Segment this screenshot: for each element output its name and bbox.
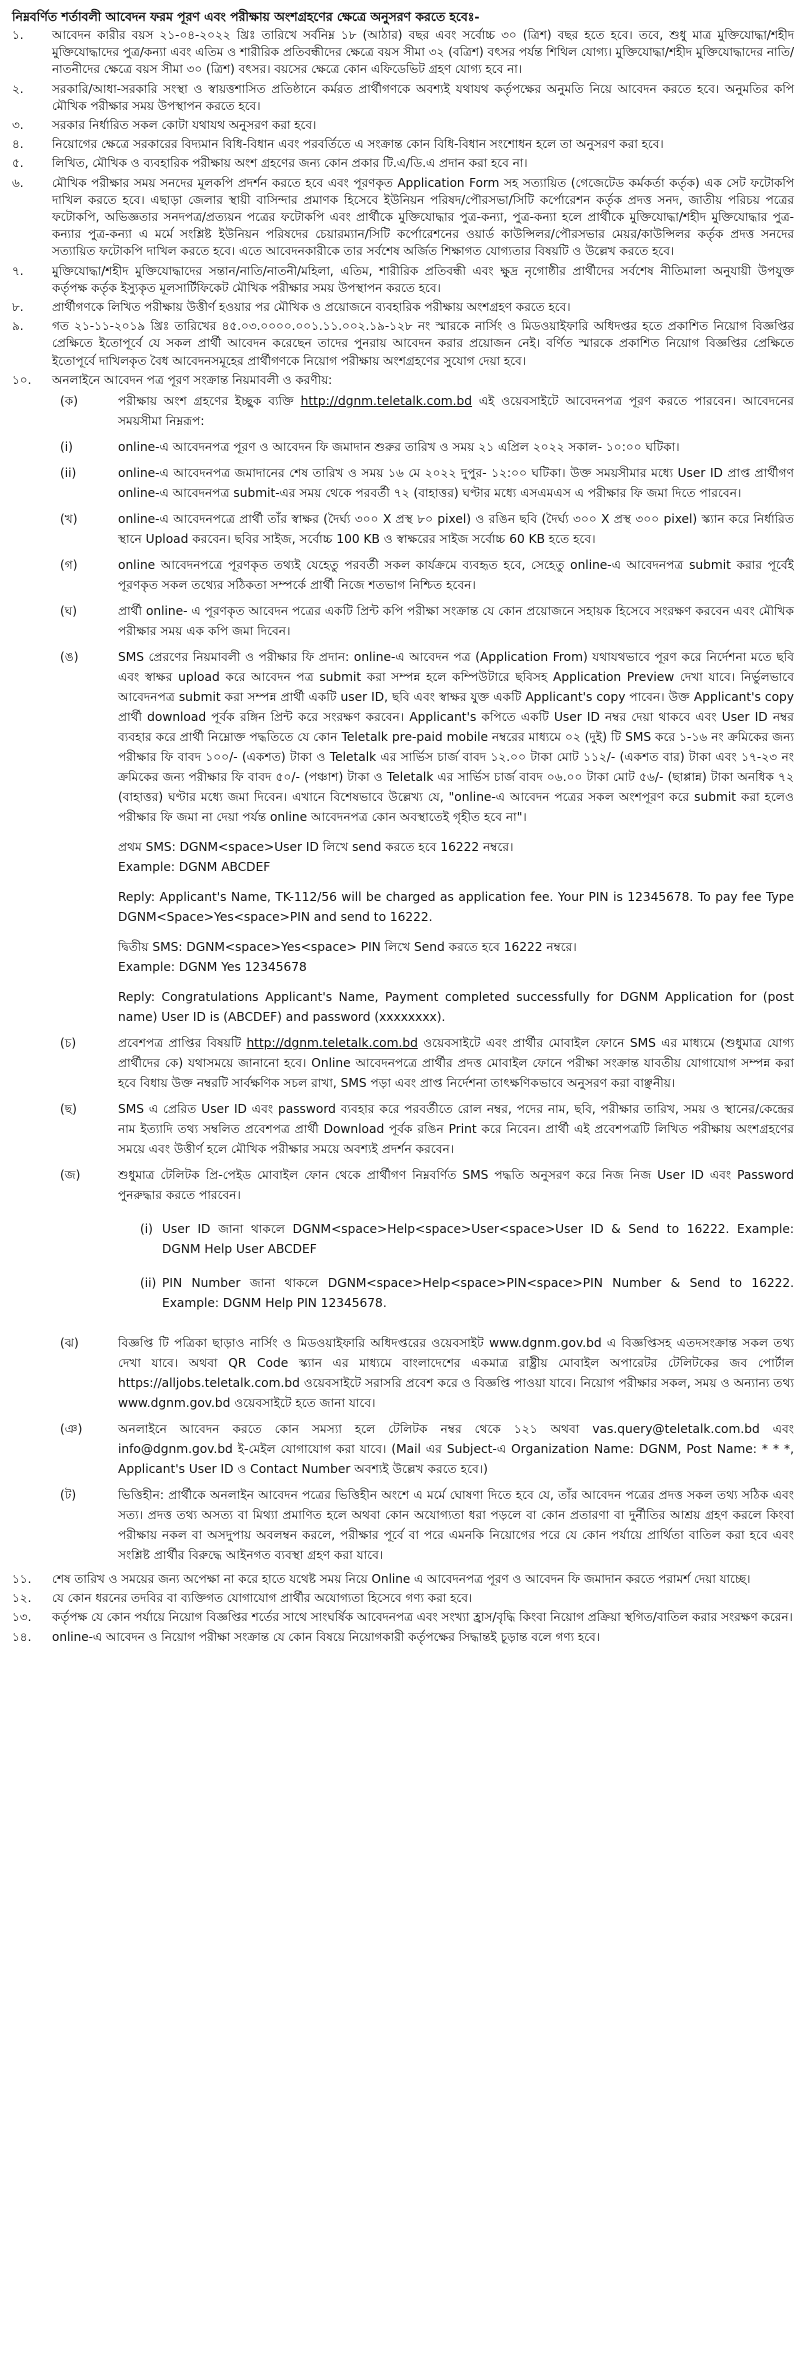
list-item — [12, 318, 794, 370]
item-text: প্রার্থীগণকে লিখিত পরীক্ষায় উত্তীর্ণ হওয়ার পর মৌখিক ও প্রয়োজনে ব্যবহারিক পরীক্ষায় অংশগ্রহণ করতে হবে। — [52, 300, 571, 315]
list-item — [12, 263, 794, 297]
item-number: ৩. — [12, 118, 24, 133]
list-item — [12, 1609, 794, 1626]
subitem-support-contact — [52, 1419, 794, 1479]
list-item — [12, 27, 794, 79]
item-number: ১৪. — [12, 1629, 32, 1644]
list-item — [12, 81, 794, 115]
first-sms-reply: Reply: Applicant's Name, TK-112/56 will be charged as application fee. Your PIN is 12345678. To pay fee Type DGNM<Space>Yes<space>PIN and send to 16222. — [118, 890, 794, 925]
item-text: কর্তৃপক্ষ যে কোন পর্যায়ে নিয়োগ বিজ্ঞপ্তির শর্তের সাথে সাংঘর্ষিক আবেদনপত্র এবং সংখ্যা হ্রাস/বৃদ্ধি কিংবা নিয়োগ প্রক্রিয়া স্থগিত/বাতিল করার সংরক্ষণ করেন। — [52, 1610, 793, 1625]
subitem-text: ভিত্তিহীন: প্রার্থীকে অনলাইন আবেদন পত্রের ভিত্তিহীন অংশে এ মর্মে ঘোষণা দিতে হবে যে, তাঁর আবেদন পত্রের প্রদত্ত সকল তথ্য সঠিক এবং সত্য। প্রদত্ত তথ্য অসত্য বা মিথ্যা প্রমাণিত হলে অথবা কোন অযোগ্যতা ধরা পড়লে বা কোন প্রতারণা বা দুর্নীতির আশ্রয় গ্রহণ করলে কিংবা পরীক্ষায় নকল বা অসদুপায় অবলম্বন করলে, পরীক্ষার পূর্বে বা পরে এমনকি নিয়োগের পরে যে কোন পর্যায়ে প্রার্থিতা বাতিল করা হবে এবং সংশ্লিষ্ট প্রার্থীর বিরুদ্ধে আইনগত ব্যবস্থা গ্রহণ করা যাবে। — [118, 1488, 794, 1563]
item-number: ১১. — [12, 1572, 32, 1587]
subitem-label: (জ) — [60, 1168, 81, 1183]
subitem-text: PIN Number জানা থাকলে DGNM<space>Help<space>PIN<space>PIN Number & Send to 16222. Example: DGNM Help PIN 12345678. — [162, 1276, 794, 1311]
subitem — [52, 555, 794, 595]
list-item — [12, 155, 794, 172]
item-text: মুক্তিযোদ্ধা/শহীদ মুক্তিযোদ্ধাদের সন্তান/নাতি/নাতনী/মহিলা, এতিম, শারীরিক প্রতিবন্ধী এবং ক্ষুদ্র নৃগোষ্ঠীর প্রার্থীদের সর্বশেষ নীতিমালা অনুযায়ী উপযুক্ত কর্তৃপক্ষ কর্তৃক ইস্যুকৃত মূলসার্টিফিকেট মৌখিক পরীক্ষার সময় উপস্থাপন করতে হবে। — [52, 263, 794, 295]
subitem-text: online আবেদনপত্রে পূরণকৃত তথ্যই যেহেতু পরবর্তী সকল কার্যক্রমে ব্যবহৃত হবে, সেহেতু online-এ আবেদনপত্র submit করার পূর্বেই পূরণকৃত সকল তথ্যের সঠিকতা সম্পর্কে প্রার্থী নিজে শতভাগ নিশ্চিত হবেন। — [118, 558, 794, 593]
list-item — [12, 136, 794, 153]
subitem — [52, 437, 794, 457]
subitem-label: (ঞ) — [60, 1422, 83, 1437]
item-text: শেষ তারিখ ও সময়ের জন্য অপেক্ষা না করে হাতে যথেষ্ট সময় নিয়ে Online এ আবেদনপত্র পূরণ ও আবেদন ফি জমাদান করতে পরামর্শ দেয়া যাচ্ছে। — [52, 1572, 751, 1587]
subitem-ka — [52, 391, 794, 431]
item-text: সরকার নির্ধারিত সকল কোটা যথাযথ অনুসরণ করা হবে। — [52, 118, 317, 133]
subitem-text: পরীক্ষায় অংশ গ্রহণের ইচ্ছুক ব্যক্তি — [118, 394, 301, 409]
item-number: ১৩. — [12, 1610, 32, 1625]
item-number: ৭. — [12, 263, 24, 278]
application-website-link[interactable]: http://dgnm.teletalk.com.bd — [300, 394, 473, 409]
notice-heading: নিম্নবর্ণিত শর্তাবলী আবেদন ফরম পূরণ এবং পরীক্ষায় অংশগ্রহণের ক্ষেত্রে অনুসরণ করতে হবেঃ- — [12, 9, 480, 24]
item-number: ২. — [12, 81, 24, 96]
subitem-label: (i) — [140, 1222, 153, 1237]
item-number: ৬. — [12, 175, 24, 190]
subitem-admit-card — [52, 1033, 794, 1093]
subitem-admit-download — [52, 1099, 794, 1159]
item-text: সরকারি/আধা-সরকারি সংস্থা ও স্বায়ত্তশাসিত প্রতিষ্ঠানে কর্মরত প্রার্থীগণকে অবশ্যই যথাযথ কর্তৃপক্ষের অনুমতি নিয়ে আবেদন করতে হবে। অনুমতির কপি মৌখিক পরীক্ষার সময় উপস্থাপন করতে হবে। — [52, 81, 794, 113]
subitem — [52, 463, 794, 503]
item-number: ১. — [12, 28, 24, 42]
subitem-text: online-এ আবেদনপত্র পূরণ ও আবেদন ফি জমাদান শুরুর তারিখ ও সময় ২১ এপ্রিল ২০২২ সকাল- ১০:০০ ঘটিকা। — [118, 440, 680, 455]
subitem-label: (চ) — [60, 1036, 77, 1051]
list-item — [12, 1571, 794, 1588]
list-item — [12, 1590, 794, 1607]
subitem-text: বিজ্ঞপ্তি টি পত্রিকা ছাড়াও নার্সিং ও মিডওয়াইফারি অধিদপ্তরের ওয়েবসাইট www.dgnm.gov.bd এ বিজ্ঞপ্তিসহ এতদসংক্রান্ত সকল তথ্য দেখা যাবে। অথবা QR Code স্ক্যান এর মাধ্যমে বাংলাদেশের একমাত্র রাষ্ট্রীয় মোবাইল অপারেটর টেলিটকের জব পোর্টাল https://alljobs.teletalk.com.bd ওয়েবসাইটে সরাসরি প্রবেশ করে ও বিজ্ঞপ্তি পাওয়া যাবে। নিয়োগ পরীক্ষার সকল, সময় ও অন্যান্য তথ্য www.dgnm.gov.bd ওয়েবসাইটে হতে জানা যাবে। — [118, 1336, 794, 1411]
second-sms-example: Example: DGNM Yes 12345678 — [118, 960, 307, 975]
second-sms-instruction: দ্বিতীয় SMS: DGNM<space>Yes<space> PIN লিখে Send করতে হবে 16222 নম্বরে। — [118, 940, 577, 955]
item-number: ৪. — [12, 137, 24, 152]
list-item — [12, 117, 794, 134]
sms-intro: SMS প্রেরণের নিয়মাবলী ও পরীক্ষার ফি প্রদান: online-এ আবেদন পত্র (Application From) যথাযথভাবে পূরণ করে নির্দেশনা মতে ছবি এবং স্বাক্ষর upload করে আবেদন পত্র submit করা সম্পন্ন হলে কম্পিউটারে ছবিসহ Application Preview দেখা যাবে। নির্ভুলভাবে আবেদনপত্র submit করা সম্পন্ন প্রার্থী একটি user ID, ছবি এবং স্বাক্ষর যুক্ত একটি Applicant's copy পাবেন। উক্ত Applicant's copy প্রার্থী download পূর্বক রঙ্গিন প্রিন্ট করে সংরক্ষণ করবেন। Applicant's কপিতে একটি User ID নম্বর দেয়া থাকবে এবং User ID নম্বর ব্যবহার করে প্রার্থী নিম্নোক্ত পদ্ধতিতে যে কোন Teletalk pre-paid mobile নম্বরের মাধ্যমে ০২ (দুই) টি SMS করে ১-১৬ নং ক্রমিকের জন্য পরীক্ষার ফি বাবদ ১০০/- (একশত) টাকা ও Teletalk এর সার্ভিস চার্জ বাবদ ১২.০০ টাকা মোট ১১২/- (একশত বার) টাকা এবং ১৭-২৩ নং ক্রমিকের জন্য পরীক্ষার ফি বাবদ ৫০/- (পঞ্চাশ) টাকা ও Teletalk এর সার্ভিস চার্জ বাবদ ০৬.০০ টাকা মোট ৫৬/- (ছাপ্পান্ন) টাকা অনধিক ৭২ (বাহাত্তর) ঘণ্টার মধ্যে জমা দিবেন। এখানে বিশেষভাবে উল্লেখ্য যে, "online-এ আবেদন পত্রের সকল অংশপূরণ করে submit করা হলেও পরীক্ষার ফি জমা না দেয়া পর্যন্ত online আবেদনপত্র কোন অবস্থাতেই গৃহীত হবে না"। — [118, 650, 794, 825]
subitem-text: User ID জানা থাকলে DGNM<space>Help<space>User<space>User ID & Send to 16222. Example: DGNM Help User ABCDEF — [162, 1222, 794, 1257]
second-sms-reply: Reply: Congratulations Applicant's Name, Payment completed successfully for DGNM Application for (post name) User ID is (ABCDEF) and password (xxxxxxxx). — [118, 990, 794, 1025]
subitem-label: (খ) — [60, 512, 78, 527]
subitem-label: (গ) — [60, 558, 78, 573]
item-text: যে কোন ধরনের তদবির বা ব্যক্তিগত যোগাযোগ প্রার্থীর অযোগ্যতা হিসেবে গণ্য করা হবে। — [52, 1591, 473, 1606]
item-text: আবেদন কারীর বয়স ২১-০৪-২০২২ খ্রিঃ তারিখে সর্বনিম্ন ১৮ (আঠার) বছর এবং সর্বোচ্চ ৩০ (ত্রিশ) বছর হতে হবে। তবে, শুধু মাত্র মুক্তিযোদ্ধা/শহীদ মুক্তিযোদ্ধাদের পুত্র/কন্যা এবং এতিম ও শারীরিক প্রতিবন্ধীদের ক্ষেত্রে বয়স সীমা ৩২ (বত্রিশ) বৎসর পর্যন্ত শিথিল যোগ্য। মুক্তিযোদ্ধা/শহীদ মুক্তিযোদ্ধাদের নাতি/নাতনীদের ক্ষেত্রে বয়স সীমা ৩০ (ত্রিশ) বৎসর। বয়সের ক্ষেত্রে কোন এফিডেভিট গ্রহণ যোগ্য হবে না। — [52, 28, 794, 77]
subitem-label: (ঝ) — [60, 1336, 79, 1351]
subitem-text: অনলাইনে আবেদন করতে কোন সমস্যা হলে টেলিটক নম্বর থেকে ১২১ অথবা vas.query@teletalk.com.bd এবং info@dgnm.gov.bd ই-মেইল যোগাযোগ করা যাবে। (Mail এর Subject-এ Organization Name: DGNM, Post Name: * * *, Applicant's User ID ও Contact Number অবশ্যই উল্লেখ করতে হবে।) — [118, 1422, 794, 1477]
subitem-text: online-এ আবেদনপত্র জমাদানের শেষ তারিখ ও সময় ১৬ মে ২০২২ দুপুর- ১২:০০ ঘটিকা। উক্ত সময়সীমার মধ্যে User ID প্রাপ্ত প্রার্থীগণ online-এ আবেদনপত্র submit-এর সময় থেকে পরবর্তী ৭২ (বাহাত্তর) ঘণ্টার মধ্যে এসএমএস এ পরীক্ষার ফি জমা দিতে পারবেন। — [118, 466, 794, 501]
subitem-credential-recovery — [52, 1165, 794, 1327]
subitem-label: (ঙ) — [60, 650, 79, 665]
subitem-text: ওয়েবসাইটে এবং প্রার্থীর মোবাইল ফোনে SMS এর মাধ্যমে (শুধুমাত্র যোগ্য প্রার্থীদের কে) যথাসময়ে জানানো হবে। Online আবেদনপত্রে প্রার্থীর প্রদত্ত মোবাইল ফোনে পরীক্ষা সংক্রান্ত যাবতীয় যোগাযোগ সম্পন্ন করা হবে বিধায় উক্ত নম্বরটি সার্বক্ষণিক সচল রাখা, SMS পড়া এবং প্রাপ্ত নির্দেশনা তাৎক্ষণিকভাবে অনুসরণ করা বাঞ্ছনীয়। — [118, 1036, 794, 1091]
first-sms-instruction: প্রথম SMS: DGNM<space>User ID লিখে send করতে হবে 16222 নম্বরে। — [118, 840, 514, 855]
item-number: ১০. — [12, 372, 32, 387]
subitem-text: SMS এ প্রেরিত User ID এবং password ব্যবহার করে পরবর্তীতে রোল নম্বর, পদের নাম, ছবি, পরীক্ষার তারিখ, সময় ও স্থানের/কেন্দ্রের নাম ইত্যাদি তথ্য সম্বলিত প্রবেশপত্র প্রার্থী Download পূর্বক রঙিন Print করে নিবেন। প্রার্থী এই প্রবেশপত্রটি লিখিত পরীক্ষায় অংশগ্রহণের সময়ে এবং উত্তীর্ণ হলে মৌখিক পরীক্ষার সময়ে অবশ্যই প্রদর্শন করবেন। — [118, 1102, 794, 1157]
subitem-declaration — [52, 1485, 794, 1565]
subitem-label: (ঘ) — [60, 604, 78, 619]
item-text: লিখিত, মৌখিক ও ব্যবহারিক পরীক্ষায় অংশ গ্রহণের জন্য কোন প্রকার টি.এ/ডি.এ প্রদান করা হবে না। — [52, 156, 528, 171]
subitem-text: প্রার্থী online- এ পূরণকৃত আবেদন পত্রের একটি প্রিন্ট কপি পরীক্ষা সংক্রান্ত যে কোন প্রয়োজনে সহায়ক হিসেবে সংরক্ষণ করবেন এবং মৌখিক পরীক্ষার সময় এক কপি জমা দিবেন। — [118, 604, 794, 639]
list-item — [12, 1629, 794, 1646]
list-item — [12, 299, 794, 316]
recovery-pin — [118, 1273, 794, 1313]
subitem-text: online-এ আবেদনপত্রে প্রার্থী তাঁর স্বাক্ষর (দৈর্ঘ্য ৩০০ X প্রস্থ ৮০ pixel) ও রঙিন ছবি (দৈর্ঘ্য ৩০০ X প্রস্থ ৩০০ pixel) স্ক্যান করে নির্ধারিত স্থানে Upload করবেন। ছবির সাইজ, সর্বোচ্চ 100 KB ও স্বাক্ষরের সাইজ সর্বোচ্চ 60 KB হতে হবে। — [118, 512, 794, 547]
list-item — [12, 175, 794, 261]
first-sms-example: Example: DGNM ABCDEF — [118, 860, 271, 875]
list-item-10 — [12, 372, 794, 389]
item-number: ১২. — [12, 1591, 32, 1606]
subitem-sms-rules — [52, 647, 794, 1027]
subitem-text: প্রবেশপত্র প্রাপ্তির বিষয়টি — [118, 1036, 247, 1051]
item-text: নিয়োগের ক্ষেত্রে সরকারের বিদ্যমান বিধি-বিধান এবং পরবর্তিতে এ সংক্রান্ত কোন বিধি-বিধান সংশোধন হলে তা অনুসরণ করা হবে। — [52, 137, 664, 152]
subitem-text: শুধুমাত্র টেলিটক প্রি-পেইড মোবাইল ফোন থেকে প্রার্থীগণ নিম্নবর্ণিত SMS পদ্ধতি অনুসরণ করে নিজ নিজ User ID এবং Password পুনরুদ্ধার করতে পারবেন। — [118, 1168, 794, 1203]
subitem-text: এই ওয়েবসাইটে আবেদনপত্র পূরণ করতে পারবেন। আবেদনের সময়সীমা নিম্নরূপ: — [118, 394, 794, 429]
item-text: অনলাইনে আবেদন পত্র পূরণ সংক্রান্ত নিয়মাবলী ও করণীয়: — [52, 372, 333, 387]
subitem-label: (ছ) — [60, 1102, 77, 1117]
subitem-label: (i) — [60, 440, 73, 455]
admit-card-website-link[interactable]: http://dgnm.teletalk.com.bd — [246, 1036, 418, 1051]
subitem-website-info — [52, 1333, 794, 1413]
recovery-user-id — [118, 1219, 794, 1259]
subitem-label: (ii) — [140, 1276, 157, 1291]
subitem — [52, 509, 794, 549]
item-text: মৌখিক পরীক্ষার সময় সনদের মূলকপি প্রদর্শন করতে হবে এবং পূরণকৃত Application Form সহ সত্যায়িত (গেজেটেড কর্মকর্তা কর্তৃক) এক সেট ফটোকপি দাখিল করতে হবে। এছাড়া জেলার স্থায়ী বাসিন্দার প্রমাণক হিসেবে ইউনিয়ন পরিষদ/পৌরসভা/সিটি কর্পোরেশন কর্তৃক প্রদত্ত সনদ, জাতীয় পরিচয় পত্রের ফটোকপি, অভিজ্ঞতার সনদপত্র/প্রত্যয়ন পত্রের ফটোকপি এবং প্রার্থীকে মুক্তিযোদ্ধার পুত্র-কন্যা, পুত্র-কন্যা হলে প্রার্থীকে মুক্তিযোদ্ধা/শহীদ মুক্তিযোদ্ধার পুত্র-কন্যার পুত্র-কন্যা এ মর্মে সংশ্লিষ্ট ইউনিয়ন পরিষদের চেয়ারম্যান/সিটি কর্পোরেশনের ওয়ার্ড কাউন্সিলর/পৌরসভার মেয়র/কাউন্সিলর কর্তৃক প্রদত্ত সনদের সত্যায়িত ফটোকপি দাখিল করতে হবে। এতে আবেদনকারীকে তার সর্বশেষ অর্জিত শিক্ষাগত যোগ্যতার বিষয়টি ও উল্লেখ করতে হবে। — [52, 175, 794, 259]
subitem-label: (ক) — [60, 394, 79, 409]
subitem-label: (ii) — [60, 466, 77, 481]
item-number: ৯. — [12, 319, 24, 334]
subitem — [52, 601, 794, 641]
subitem-label: (ট) — [60, 1488, 77, 1503]
item-text: গত ২১-১১-২০১৯ খ্রিঃ তারিখের ৪৫.০৩.০০০০.০০১.১১.০০২.১৯-১২৮ নং স্মারকে নার্সিং ও মিডওয়াইফারি অধিদপ্তর হতে প্রকাশিত নিয়োগ বিজ্ঞপ্তির প্রেক্ষিতে ইতোপূর্বে যে সকল প্রার্থী আবেদন করেছেন তাদের পুনরায় আবেদন করার প্রয়োজন নেই। বর্ণিত স্মারকে প্রকাশিত নিয়োগ বিজ্ঞপ্তির প্রেক্ষিতে ইতোপূর্বে দাখিলকৃত বৈধ আবেদনসমূহের প্রার্থীগণকে নিয়োগ পরীক্ষায় অংশগ্রহণের সুযোগ দেয়া হবে। — [52, 319, 794, 368]
item-number: ৫. — [12, 156, 24, 171]
item-text: online-এ আবেদন ও নিয়োগ পরীক্ষা সংক্রান্ত যে কোন বিষয়ে নিয়োগকারী কর্তৃপক্ষের সিদ্ধান্তই চূড়ান্ত বলে গণ্য হবে। — [52, 1629, 600, 1644]
item-number: ৮. — [12, 300, 24, 315]
